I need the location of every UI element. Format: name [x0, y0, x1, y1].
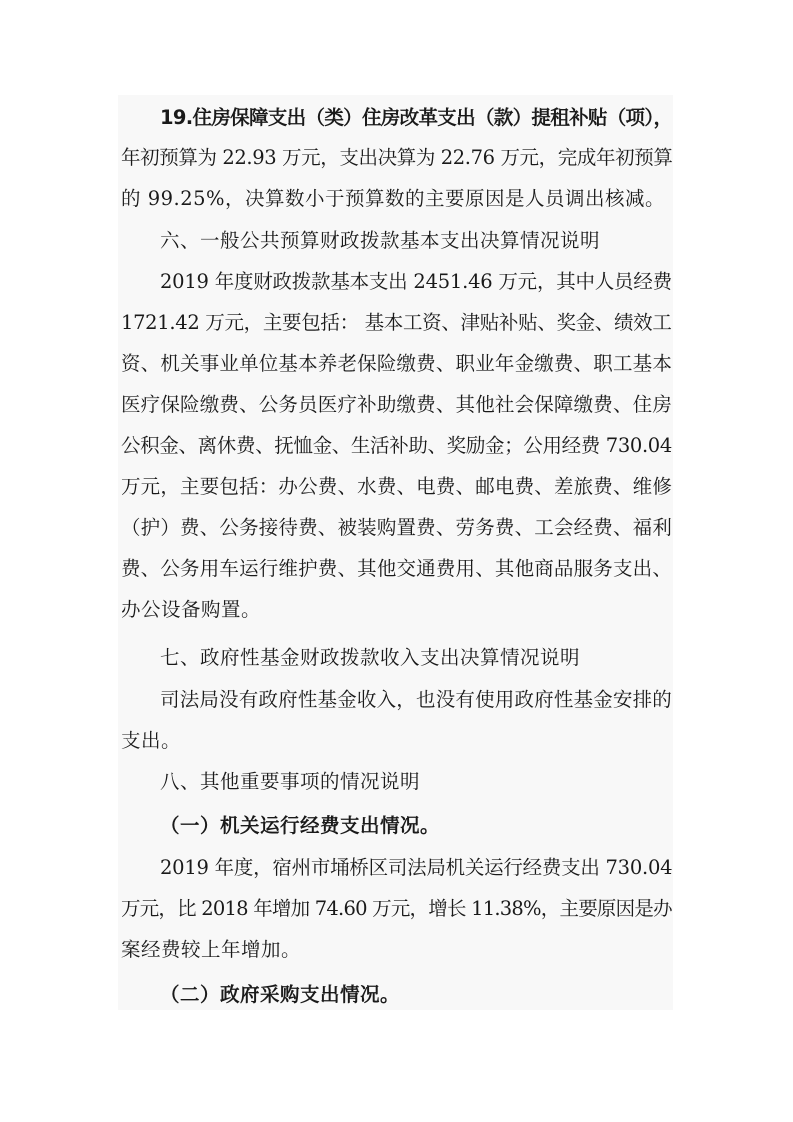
paragraph-line: 办公设备购置。: [121, 598, 262, 621]
section-8-heading: 八、其他重要事项的情况说明: [160, 770, 421, 793]
paragraph-line: 支出。: [121, 729, 182, 752]
paragraph-line: 司法局没有政府性基金收入，也没有使用政府性基金安排的: [160, 688, 673, 711]
paragraph-line: 1721.42 万元，主要包括： 基本工资、津贴补贴、奖金、绩效工: [121, 311, 672, 334]
paragraph-line: 费、公务用车运行维护费、其他交通费用、其他商品服务支出、: [121, 557, 673, 580]
section-6-heading: 六、一般公共预算财政拨款基本支出决算情况说明: [160, 229, 601, 252]
item-19-heading: 19.住房保障支出（类）住房改革支出（款）提租补贴（项），: [160, 106, 673, 129]
paragraph-line: 2019 年度，宿州市埇桥区司法局机关运行经费支出 730.04: [160, 856, 673, 879]
paragraph-line: 公积金、离休费、抚恤金、生活补助、奖励金；公用经费 730.04: [121, 434, 672, 457]
paragraph-line: 医疗保险缴费、公务员医疗补助缴费、其他社会保障缴费、住房: [121, 393, 673, 416]
subsection-1-heading: （一）机关运行经费支出情况。: [160, 814, 441, 837]
section-7-heading: 七、政府性基金财政拨款收入支出决算情况说明: [160, 646, 581, 669]
paragraph-line: （护）费、公务接待费、被装购置费、劳务费、工会经费、福利: [121, 516, 673, 539]
paragraph-line: 年初预算为 22.93 万元，支出决算为 22.76 万元，完成年初预算: [121, 146, 673, 169]
subsection-2-heading: （二）政府采购支出情况。: [160, 983, 401, 1006]
paragraph-line: 万元，主要包括：办公费、水费、电费、邮电费、差旅费、维修: [121, 475, 673, 498]
paragraph-line: 资、机关事业单位基本养老保险缴费、职业年金缴费、职工基本: [121, 352, 673, 375]
paragraph-line: 案经费较上年增加。: [121, 938, 302, 961]
paragraph-line: 万元，比 2018 年增加 74.60 万元，增长 11.38%，主要原因是办: [121, 897, 672, 920]
paragraph-line: 的 99.25%，决算数小于预算数的主要原因是人员调出核减。: [121, 187, 666, 210]
paragraph-line: 2019 年度财政拨款基本支出 2451.46 万元，其中人员经费: [160, 270, 672, 293]
